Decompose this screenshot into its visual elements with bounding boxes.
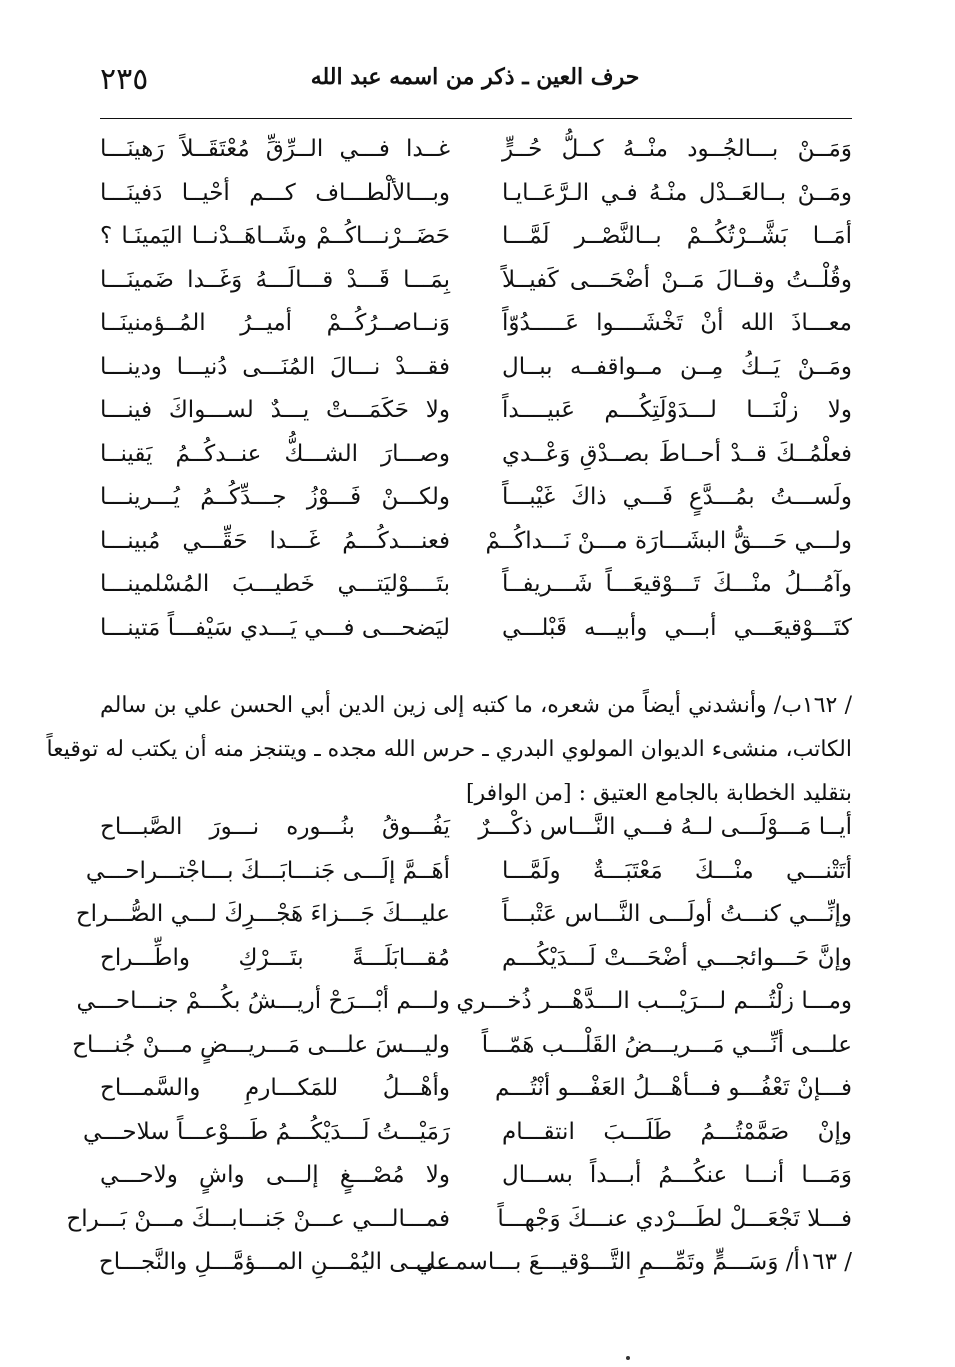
- verse: [100, 306, 852, 350]
- print-speck: [626, 1356, 630, 1360]
- hemistich-first: كتَـــوْقيعَـــي أبـــي وأبيـــه قَبْلـــي: [502, 614, 852, 641]
- prose-line: الكاتب، منشىء الديوان المولوي البدري ـ حرس الله مجده ـ ويتنجز منه أن يكتب له توقيعاً: [46, 737, 852, 762]
- hemistich-first: / ١٦٣أ/ وَسَـــمٍّ وتَمِّـــمِ التَّـــوْقيـــعَ بـــاسمـــي: [415, 1249, 852, 1275]
- hemistich-first: فـــإنْ تَعْفُـــو فـــأهْـــلُ العَفْـــو أنْتُـــم: [494, 1075, 852, 1101]
- hemistich-first: فعلْمُــكَ قــدْ أحــاطَ بصــدْقِ وَعْــدي: [502, 440, 852, 467]
- hemistich-first: ولا زلْنَـــا لـــدَوْلَتِكُـــم عَبيــــداً: [502, 397, 852, 423]
- hemistich-first: أمَــا بَشَّــرْتُكُــمْ بــالنَّصْــر لَمَّـــا: [502, 223, 852, 249]
- running-title: حرف العين ـ ذكر من اسمه عبد الله: [310, 64, 640, 90]
- verse: [100, 1071, 852, 1115]
- hemistich-second: وأهْـــلُ للمَكـــارمِ والسَّمـــاح: [100, 1075, 450, 1101]
- hemistich-second: أهَــمَّ إلَـــى جَنـــابَـــكَ بـــاجْتـــراحـــي: [85, 857, 450, 884]
- hemistich-second: رَمَيْـــتُ لَـــدَيْكُـــمُ طَـــوْعـــاً سلاحـــي: [83, 1118, 450, 1145]
- verse: [100, 611, 852, 655]
- hemistich-second: وليـــسَ علـــى مَـــريـــضٍ مـــنْ جُنـــاح: [72, 1031, 450, 1058]
- hemistich-first: معـــاذَ الله أنْ تَخْشَــــوا عَـــــدُوّاً: [502, 310, 852, 336]
- prose-line: / ١٦٢ب/ وأنشدني أيضاً من شعره، ما كتبه إلى زين الدين أبي الحسن علي بن سالم: [100, 693, 852, 718]
- verse: [100, 393, 852, 437]
- hemistich-second: ولا مُصْـــغٍ إلـــى واشٍ ولاحـــي: [100, 1162, 450, 1188]
- hemistich-second: بتَــــوْليَتـــي خَطيـــبَ المُسْلمينـــا: [100, 571, 450, 597]
- hemistich-second: حَضَــرْنـــاكُــمْ وشَــاهَــدْنــا اليَمينَـا ؟: [100, 223, 450, 249]
- hemistich-second: وصـــارَ الشـــكُّ عنــدكُــمُ يَقينــا: [100, 440, 450, 467]
- hemistich-first: علـــى أنِّـــي مَـــريـــضُ القَلْـــب هَمّـــاً: [481, 1031, 852, 1058]
- hemistich-first: وَمَـــا أنـــا عنكُـــمُ أبـــداً بســـال: [502, 1162, 852, 1188]
- hemistich-second: علـــى اليُمْـــنِ المـــؤمَّـــلِ والنَّجـــاح: [98, 1249, 450, 1275]
- verse: [100, 263, 852, 307]
- verse: [100, 524, 852, 568]
- verse: [100, 219, 852, 263]
- verse: [100, 1245, 852, 1289]
- verse: [100, 132, 852, 176]
- verse: [100, 810, 852, 854]
- prose-line: بتقليد الخطابة بالجامع العتيق : [من الوافر]: [465, 781, 852, 806]
- verse: [72, 1028, 852, 1072]
- verse: [75, 897, 852, 941]
- hemistich-first: أيــا مَـــوْلَـــى لــهُ فـــي النَّـــاس ذكْـــرٌ: [478, 814, 852, 840]
- poem-1: [100, 132, 852, 654]
- hemistich-first: ومـــا زلْتُـــم لـــرَيْـــب الـــدَّهْـــر ذُخـــري: [456, 988, 852, 1014]
- hemistich-second: عليـــكَ جَـــزاءَ هَجْـــرِكَ لـــي الصُّـــراح: [75, 901, 450, 927]
- hemistich-first: وقُلْــتُ وقــالَ مَــنْ أضْحَـــى كَفيــلاً: [502, 266, 852, 293]
- hemistich-first: ولَســـتُ بمُـــدَّعٍ فَـــي ذاكَ غَيْبـــاً: [502, 484, 852, 510]
- hemistich-second: فعنـــدكُـــمُ غَـــدا حَقِّـــي مُبينـــا: [100, 527, 450, 554]
- verse: [100, 941, 852, 985]
- hemistich-first: ولـــي حَـــقُّ البشَـــارَة مـــنْ نَـــداكُــمْ: [485, 527, 852, 554]
- hemistich-first: وإنَّ حَـــوائجـــي أضْحَـــتْ لَـــدَيْكُـــم: [502, 944, 852, 971]
- hemistich-first: وإنْ صَمَّمْتُـــمُ طَلَـــبَ انتقـــام: [502, 1118, 852, 1145]
- verse: [83, 1115, 852, 1159]
- hemistich-first: وَمَــنْ بـــالجُــود منْــهُ كــلُّ حُــرٍّ: [502, 136, 852, 162]
- verse: [100, 1158, 852, 1202]
- hemistich-second: ولكـــنْ فَـــوْزُ جـــدِّكُــمُ يُـــرينـــا: [100, 484, 450, 510]
- verse: [100, 176, 852, 220]
- verse: [100, 480, 852, 524]
- hemistich-first: ومَــنْ يَــكُ مِــن مــواقفــه ببــال: [502, 353, 852, 380]
- prose-paragraph: [46, 684, 852, 816]
- hemistich-second: فمـــالـــي عـــنْ جَنـــابـــكَ مـــنْ بَـــراح: [66, 1205, 450, 1232]
- hemistich-first: أتَتْنـــي منْـــكَ مَعْتَبَـــةٌ ولَمَّـــا: [502, 857, 852, 884]
- hemistich-second: مُقـــابَلَـــةً بتَـــرْكِ واطِّـــراح: [100, 944, 450, 971]
- hemistich-second: ليَضحـــى فـــي يَـــدي سَيْفـــاً مَتينـــا: [100, 614, 450, 641]
- poem-2: [66, 810, 852, 1289]
- hemistich-second: ولا حَكَمَـــتْ يـــدٌ لســـواكَ فينـــا: [100, 397, 450, 423]
- header-rule: [100, 118, 852, 119]
- hemistich-second: ولـــم أبْـــرَحْ أريـــشُ بكُـــمْ جنـــاحـــي: [76, 988, 450, 1014]
- verse: [100, 437, 852, 481]
- verse: [66, 1202, 852, 1246]
- hemistich-second: وبـــالألْطـــاف كـــم أحْيــا دَفينَـــا: [100, 179, 450, 206]
- hemistich-second: غــدا فـــي الــرِّقِّ مُعْتَقَــلاً رَهينَـــا: [100, 136, 450, 162]
- page-number: ٢٣٥: [100, 62, 149, 97]
- verse: [100, 567, 852, 611]
- hemistich-second: يَفُـــوقُ بنُـــوره نـــورَ الصَّبـــاح: [100, 814, 450, 840]
- hemistich-first: فـــلا تَجْعَـــلْ لطَـــرْدي عنـــكَ وَجْهـــاً: [497, 1205, 852, 1232]
- verse: [76, 984, 852, 1028]
- verse: [100, 350, 852, 394]
- hemistich-first: ومَــنْ بــالعَــدْل منْـهُ فـي الـرَّعَــايـا: [502, 179, 852, 206]
- hemistich-second: وَنــاصــرُكُــمْ أميــرُ المُــؤمنينَــا: [100, 310, 450, 336]
- hemistich-first: وآمُـــلُ منْـــكَ تَـــوْقيعَـــاً شَـــريفــاً: [502, 571, 852, 597]
- hemistich-second: بِمَـــا قَـــدْ قـــالَـــهُ وَغَــدا ضَمينَـــا: [100, 266, 450, 293]
- hemistich-second: فقـــدْ نـــالَ المُنَـــى دُنيـــا ودينـــا: [100, 353, 450, 380]
- hemistich-first: وإنِّـــي كنـــتُ أولَـــى النَّـــاس عَتْبـــاً: [502, 901, 852, 927]
- verse: [85, 854, 852, 898]
